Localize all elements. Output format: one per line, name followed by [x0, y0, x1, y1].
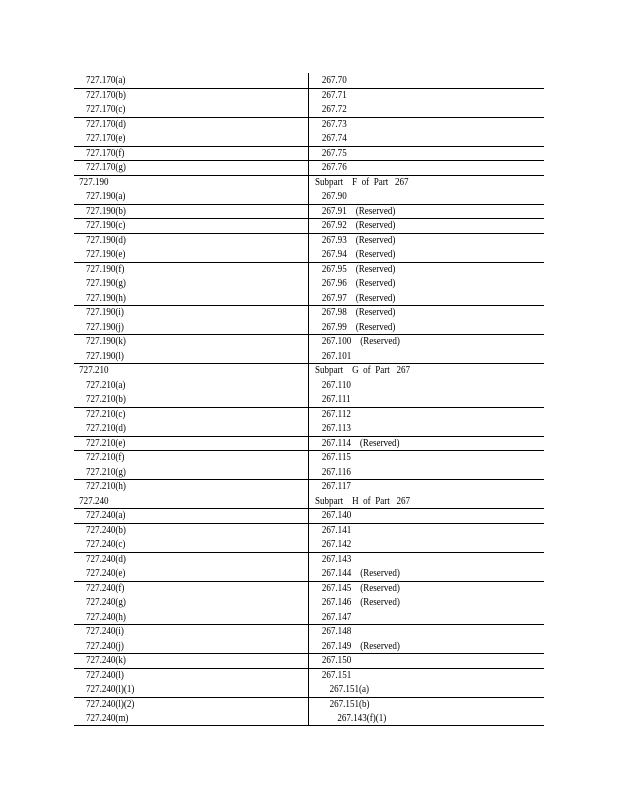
new-section-cell: 267.98 (Reserved): [321, 307, 396, 318]
old-section-cell: 727.190(f): [86, 263, 125, 275]
old-section-cell: 727.190(d): [86, 234, 126, 246]
table-row: [74, 639, 544, 654]
table-row: [74, 653, 544, 668]
old-section-cell: 727.240(f): [86, 582, 125, 594]
old-section-cell: 727.240(g): [86, 597, 126, 608]
old-section-cell: 727.190(j): [86, 321, 124, 333]
table-row: [74, 189, 544, 204]
old-section-cell: 727.190: [79, 176, 109, 188]
old-section-cell: 727.190(l): [86, 350, 124, 362]
new-section-cell: 267.96 (Reserved): [321, 278, 396, 289]
old-section-cell: 727.240(k): [86, 655, 126, 666]
old-section-cell: 727.240(d): [86, 553, 126, 565]
new-section-cell: 267.140: [321, 510, 352, 521]
table-row: [74, 566, 544, 581]
new-section-cell: 267.114 (Reserved): [321, 437, 400, 449]
table-row: [74, 117, 544, 132]
old-section-cell: 727.170(e): [86, 133, 126, 144]
old-section-cell: 727.240(m): [86, 713, 129, 724]
new-section-cell: 267.142: [321, 539, 352, 550]
new-section-cell: 267.73: [321, 118, 347, 130]
table-row: [74, 407, 544, 422]
table-row: [74, 392, 544, 407]
old-section-cell: 727.210(e): [86, 437, 126, 449]
table-row: [74, 595, 544, 610]
table-row: [74, 682, 544, 697]
new-section-cell: 267.72: [321, 104, 347, 115]
old-section-cell: 727.240(c): [86, 539, 126, 550]
new-section-cell: 267.148: [321, 626, 352, 637]
new-section-cell: 267.93 (Reserved): [321, 234, 396, 246]
new-section-cell: 267.141: [321, 524, 352, 536]
table-row: [74, 421, 544, 436]
new-section-cell: 267.75: [321, 147, 347, 159]
old-section-cell: 727.190(e): [86, 249, 126, 260]
new-section-cell: 267.91 (Reserved): [321, 205, 396, 217]
new-section-cell: 267.71: [321, 89, 347, 101]
new-section-cell: 267.97 (Reserved): [321, 292, 396, 304]
old-section-cell: 727.210(g): [86, 466, 126, 478]
table-row: [74, 581, 544, 596]
old-section-cell: 727.240(a): [86, 510, 126, 521]
table-row: [74, 320, 544, 335]
old-section-cell: 727.190(c): [86, 220, 126, 231]
new-section-cell: 267.147: [321, 611, 352, 623]
new-section-cell: 267.74: [321, 133, 347, 144]
old-section-cell: 727.240(h): [86, 611, 126, 623]
table-bottom-border: [74, 725, 544, 726]
new-section-cell: 267.94 (Reserved): [321, 249, 396, 260]
new-section-cell: Subpart G of Part 267: [315, 365, 411, 376]
table-row: [74, 276, 544, 291]
new-section-cell: 267.111: [321, 394, 351, 405]
table-row: [74, 450, 544, 465]
table-row: [74, 465, 544, 480]
new-section-cell: 267.117: [321, 481, 351, 492]
new-section-cell: 267.143: [321, 553, 352, 565]
new-section-cell: 267.112: [321, 408, 351, 420]
table-row: [74, 175, 544, 190]
new-section-cell: 267.151(b): [329, 698, 370, 710]
new-section-cell: 267.115: [321, 452, 351, 463]
table-row: [74, 131, 544, 146]
old-section-cell: 727.240(j): [86, 640, 124, 652]
new-section-cell: 267.76: [321, 162, 347, 173]
new-section-cell: 267.151: [321, 669, 352, 681]
old-section-cell: 727.170(g): [86, 162, 126, 173]
new-section-cell: 267.149 (Reserved): [321, 640, 400, 652]
new-section-cell: 267.99 (Reserved): [321, 321, 396, 333]
new-section-cell: 267.90: [321, 191, 347, 202]
new-section-cell: 267.143(f)(1): [337, 713, 387, 724]
table-row: [74, 305, 544, 320]
old-section-cell: 727.240(l)(2): [86, 698, 135, 710]
new-section-cell: Subpart H of Part 267: [315, 495, 411, 507]
new-section-cell: Subpart F of Part 267: [315, 176, 409, 188]
table-row: [74, 537, 544, 552]
new-section-cell: 267.151(a): [329, 684, 369, 695]
old-section-cell: 727.210(f): [86, 452, 125, 463]
table-row: [74, 479, 544, 494]
old-section-cell: 727.240(e): [86, 568, 126, 579]
new-section-cell: 267.101: [321, 350, 352, 362]
old-section-cell: 727.190(a): [86, 191, 126, 202]
old-section-cell: 727.170(d): [86, 118, 126, 130]
old-section-cell: 727.240: [79, 495, 109, 507]
old-section-cell: 727.210(b): [86, 394, 126, 405]
old-section-cell: 727.190(g): [86, 278, 126, 289]
old-section-cell: 727.190(k): [86, 336, 126, 347]
old-section-cell: 727.240(l)(1): [86, 684, 135, 695]
table-row: [74, 73, 544, 88]
new-section-cell: 267.116: [321, 466, 351, 478]
table-row: [74, 436, 544, 451]
table-row: [74, 204, 544, 219]
table-row: [74, 552, 544, 567]
old-section-cell: 727.190(i): [86, 307, 124, 318]
table-row: [74, 624, 544, 639]
table-row: [74, 494, 544, 509]
table-row: [74, 334, 544, 349]
old-section-cell: 727.210(h): [86, 481, 126, 492]
old-section-cell: 727.210: [79, 365, 109, 376]
table-row: [74, 508, 544, 523]
cross-reference-table: [74, 73, 544, 726]
table-row: [74, 102, 544, 117]
old-section-cell: 727.240(i): [86, 626, 124, 637]
new-section-cell: 267.70: [321, 75, 347, 86]
table-row: [74, 610, 544, 625]
new-section-cell: 267.145 (Reserved): [321, 582, 400, 594]
table-row: [74, 247, 544, 262]
new-section-cell: 267.144 (Reserved): [321, 568, 400, 579]
table-row: [74, 711, 544, 726]
old-section-cell: 727.170(a): [86, 75, 126, 86]
table-row: [74, 378, 544, 393]
table-row: [74, 697, 544, 712]
old-section-cell: 727.240(l): [86, 669, 124, 681]
new-section-cell: 267.110: [321, 379, 351, 391]
new-section-cell: 267.95 (Reserved): [321, 263, 396, 275]
table-row: [74, 523, 544, 538]
table-row: [74, 160, 544, 175]
table-row: [74, 218, 544, 233]
old-section-cell: 727.170(b): [86, 89, 126, 101]
table-rows: [74, 73, 544, 726]
old-section-cell: 727.210(c): [86, 408, 126, 420]
new-section-cell: 267.113: [321, 423, 351, 434]
old-section-cell: 727.240(b): [86, 524, 126, 536]
old-section-cell: 727.210(d): [86, 423, 126, 434]
old-section-cell: 727.170(c): [86, 104, 126, 115]
new-section-cell: 267.92 (Reserved): [321, 220, 396, 231]
table-row: [74, 262, 544, 277]
table-row: [74, 146, 544, 161]
table-row: [74, 88, 544, 103]
new-section-cell: 267.150: [321, 655, 352, 666]
old-section-cell: 727.170(f): [86, 147, 125, 159]
old-section-cell: 727.190(b): [86, 205, 126, 217]
table-row: [74, 233, 544, 248]
new-section-cell: 267.146 (Reserved): [321, 597, 400, 608]
new-section-cell: 267.100 (Reserved): [321, 336, 400, 347]
old-section-cell: 727.210(a): [86, 379, 126, 391]
table-row: [74, 291, 544, 306]
old-section-cell: 727.190(h): [86, 292, 126, 304]
table-row: [74, 668, 544, 683]
table-row: [74, 349, 544, 364]
table-row: [74, 363, 544, 378]
